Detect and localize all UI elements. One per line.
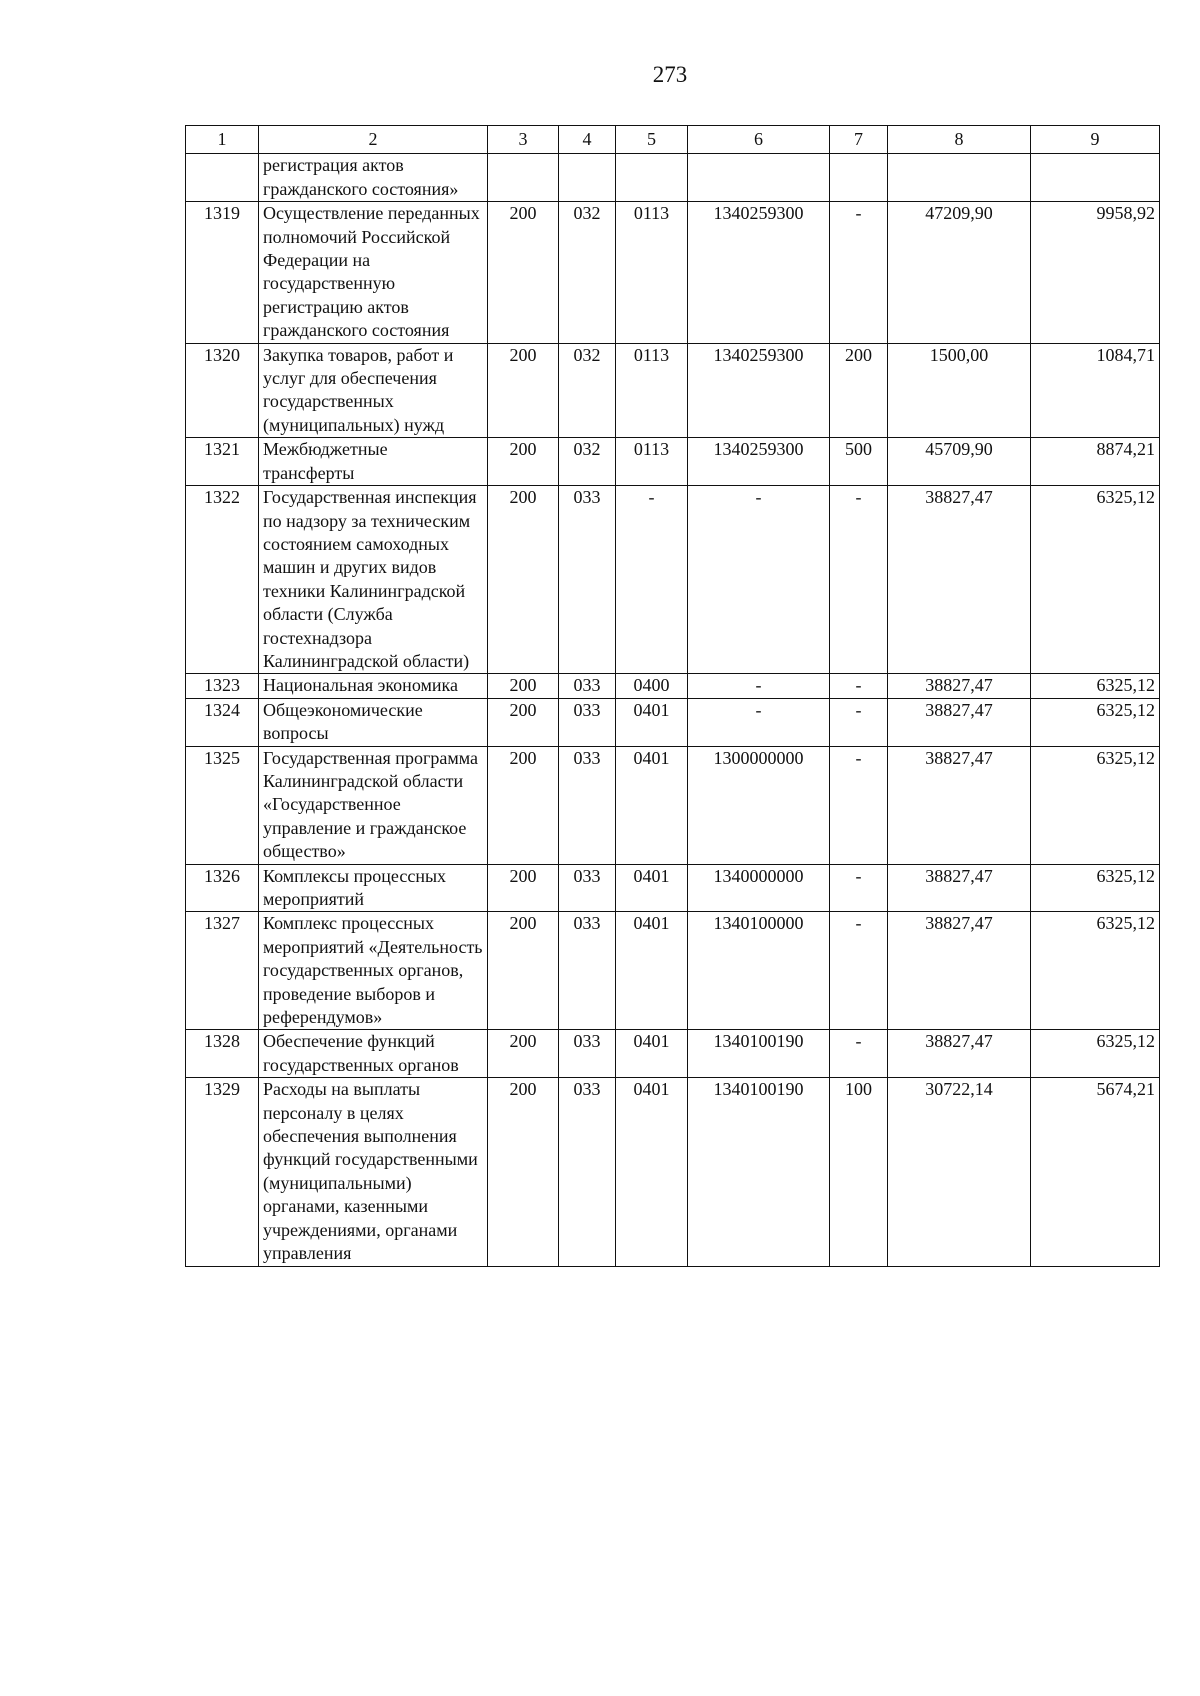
row-description: Государственная инспекция по надзору за техническим состоянием самоходных машин и других видов техники Калининградской области (Служба гостехнадзора Калининградской области) [259,486,488,674]
table-row [186,343,1160,438]
row-col8: 38827,47 [888,746,1031,864]
column-header: 4 [559,126,616,154]
row-col5: 0401 [616,864,688,912]
row-col6: 1340100190 [688,1030,830,1078]
row-col4: 033 [559,674,616,698]
row-col4: 033 [559,912,616,1030]
row-col5: 0113 [616,202,688,343]
row-number: 1319 [186,202,259,343]
row-description: Осуществление переданных полномочий Российской Федерации на государственную регистрацию актов гражданского состояния [259,202,488,343]
row-col9: 1084,71 [1031,343,1160,438]
row-col4: 033 [559,486,616,674]
row-col9: 9958,92 [1031,202,1160,343]
row-col7: - [830,746,888,864]
row-col9: 6325,12 [1031,864,1160,912]
row-col6: - [688,486,830,674]
row-number: 1326 [186,864,259,912]
row-col8: 38827,47 [888,864,1031,912]
table-row [186,438,1160,486]
row-col5: 0113 [616,438,688,486]
column-header: 7 [830,126,888,154]
row-description: Расходы на выплаты персоналу в целях обеспечения выполнения функций государственными (муниципальными) органами, казенными учреждениями, органами управления [259,1078,488,1266]
row-number: 1322 [186,486,259,674]
row-col6: 1300000000 [688,746,830,864]
row-col3: 200 [488,746,559,864]
row-col3: 200 [488,486,559,674]
column-header: 6 [688,126,830,154]
row-col3: 200 [488,343,559,438]
row-col3: 200 [488,698,559,746]
table-row [186,746,1160,864]
row-col7: 100 [830,1078,888,1266]
table-row [186,202,1160,343]
row-col3: 200 [488,1030,559,1078]
row-col8: 38827,47 [888,912,1031,1030]
row-col5: - [616,486,688,674]
row-col8: 30722,14 [888,1078,1031,1266]
page-number: 273 [652,62,688,87]
row-number: 1328 [186,1030,259,1078]
row-col6: 1340259300 [688,438,830,486]
row-description: регистрация актов гражданского состояния» [259,154,488,202]
row-col3: 200 [488,674,559,698]
row-number: 1324 [186,698,259,746]
row-col9: 5674,21 [1031,1078,1160,1266]
row-number [186,154,259,202]
row-col9: 8874,21 [1031,438,1160,486]
row-col3: 200 [488,912,559,1030]
row-col5: 0401 [616,746,688,864]
table-row [186,674,1160,698]
budget-table [185,125,1160,1267]
row-col4 [559,154,616,202]
row-col6: 1340100000 [688,912,830,1030]
row-col9 [1031,154,1160,202]
row-col3: 200 [488,202,559,343]
row-col8: 38827,47 [888,698,1031,746]
row-col6: - [688,674,830,698]
row-col9: 6325,12 [1031,1030,1160,1078]
row-col4: 033 [559,1078,616,1266]
row-col5 [616,154,688,202]
table-row [186,1030,1160,1078]
row-col3 [488,154,559,202]
row-description: Национальная экономика [259,674,488,698]
row-col7: - [830,698,888,746]
row-description: Государственная программа Калининградской области «Государственное управление и гражданское общество» [259,746,488,864]
row-col4: 032 [559,438,616,486]
row-col8: 1500,00 [888,343,1031,438]
row-col7: - [830,202,888,343]
row-col7: 200 [830,343,888,438]
row-col5: 0401 [616,1078,688,1266]
table-row [186,154,1160,202]
row-description: Комплексы процессных мероприятий [259,864,488,912]
column-header: 3 [488,126,559,154]
row-col6 [688,154,830,202]
row-number: 1325 [186,746,259,864]
row-col7: - [830,864,888,912]
row-col4: 032 [559,202,616,343]
column-header: 1 [186,126,259,154]
row-col7: - [830,912,888,1030]
row-col5: 0401 [616,912,688,1030]
row-col5: 0113 [616,343,688,438]
row-col4: 033 [559,746,616,864]
row-col5: 0400 [616,674,688,698]
row-col3: 200 [488,1078,559,1266]
row-col6: - [688,698,830,746]
row-col7: - [830,486,888,674]
row-col6: 1340100190 [688,1078,830,1266]
row-col7: - [830,674,888,698]
row-number: 1327 [186,912,259,1030]
row-description: Комплекс процессных мероприятий «Деятельность государственных органов, проведение выборов и референдумов» [259,912,488,1030]
row-col9: 6325,12 [1031,486,1160,674]
row-col8 [888,154,1031,202]
row-col4: 033 [559,864,616,912]
row-col6: 1340000000 [688,864,830,912]
row-col4: 033 [559,1030,616,1078]
row-col8: 38827,47 [888,1030,1031,1078]
row-col4: 032 [559,343,616,438]
row-col8: 38827,47 [888,486,1031,674]
table-row [186,912,1160,1030]
row-col3: 200 [488,864,559,912]
row-col7 [830,154,888,202]
row-col7: - [830,1030,888,1078]
row-description: Обеспечение функций государственных органов [259,1030,488,1078]
row-number: 1320 [186,343,259,438]
column-header: 5 [616,126,688,154]
table-row [186,864,1160,912]
row-col6: 1340259300 [688,343,830,438]
row-description: Общеэкономические вопросы [259,698,488,746]
row-col9: 6325,12 [1031,912,1160,1030]
row-col4: 033 [559,698,616,746]
row-col6: 1340259300 [688,202,830,343]
row-number: 1329 [186,1078,259,1266]
row-col5: 0401 [616,1030,688,1078]
row-col8: 47209,90 [888,202,1031,343]
row-col3: 200 [488,438,559,486]
row-col9: 6325,12 [1031,698,1160,746]
column-header: 2 [259,126,488,154]
column-header: 8 [888,126,1031,154]
row-col8: 38827,47 [888,674,1031,698]
table-row [186,698,1160,746]
column-header: 9 [1031,126,1160,154]
table-header-row [186,126,1160,154]
row-col7: 500 [830,438,888,486]
table-row [186,486,1160,674]
row-description: Закупка товаров, работ и услуг для обеспечения государственных (муниципальных) нужд [259,343,488,438]
row-number: 1323 [186,674,259,698]
row-description: Межбюджетные трансферты [259,438,488,486]
row-col9: 6325,12 [1031,674,1160,698]
row-number: 1321 [186,438,259,486]
row-col5: 0401 [616,698,688,746]
table-row [186,1078,1160,1266]
row-col8: 45709,90 [888,438,1031,486]
row-col9: 6325,12 [1031,746,1160,864]
